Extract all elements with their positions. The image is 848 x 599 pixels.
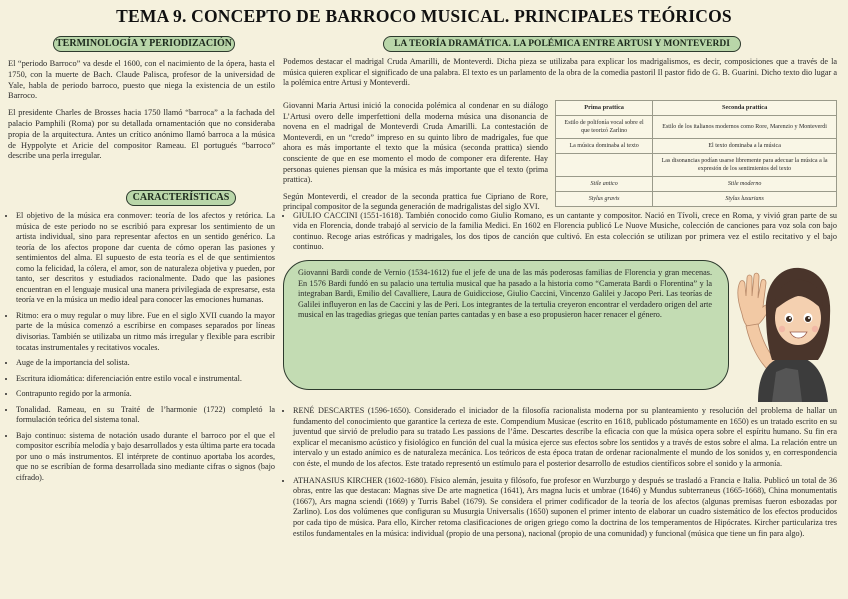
heading-terminologia: TERMINOLOGÍA Y PERIODIZACIÓN: [53, 36, 235, 52]
camerata-callout: Giovanni Bardi conde de Vernio (1534-1612) fue el jefe de una de las más poderosas familias de Florencia y gran mecenas. En 1576 Bardi fundó en su palacio una tertulia musical que ha pasado a la historia como “Camerata Bardi o Florentina” y la integraban Bardi, Emilio del Cavalliere, Laura de Guidicciose, Giulio Caccini, Vincenzo Galilei y Jacopo Peri. Las teorías de Galilei influyeron en las de Caccini y las de Peri. Los integrantes de la tertulia creyeron encontrar el verdadero origen del arte musical en las tragedias griegas que tenían partes cantadas y en base a eso propusieron hacer renacer el género.: [283, 260, 729, 390]
table-cell: La música dominaba al texto: [556, 139, 653, 154]
caracteristica-bajo-continuo: • Bajo continuo: sistema de notación usado durante el barroco por el que el compositor escribía melodía y bajo desarrollados y esta última parte era tocada por uno o más instrumentos. El intérprete de continuo aportaba los acordes, que no se escribían de forma desarrollada sino mediante cifras o signos (bajo cifrado).: [16, 431, 275, 484]
table-header-row: [556, 101, 837, 116]
heading-teoria: LA TEORÍA DRAMÁTICA. LA POLÉMICA ENTRE ARTUSI Y MONTEVERDI: [383, 36, 741, 52]
caracteristica-solista: • Auge de la importancia del solista.: [16, 358, 275, 369]
caracteristica-ritmo: • Ritmo: era o muy regular o muy libre. Fue en el siglo XVII cuando la mayor parte de la música comenzó a escribirse en compases separados por líneas divisorias. También se utilizaba un ritmo más irregular y flexible para escribir tocatas instrumentales y recitativos vocales.: [16, 311, 275, 353]
terminologia-paragraph-1: El “periodo Barroco” va desde el 1600, con el nacimiento de la ópera, hasta el 1750, con la muerte de Bach. Claude Palisca, profesor de la universidad de Yale, habla de periodo barroco, puesto que niega la existencia de un estilo Barroco.: [8, 59, 275, 101]
page-title: TEMA 9. CONCEPTO DE BARROCO MUSICAL. PRINCIPALES TEÓRICOS: [116, 6, 732, 26]
terminologia-text: [8, 59, 275, 168]
table-cell: Stile antico: [556, 177, 653, 192]
teoricos-list: [283, 406, 837, 545]
table-row: [556, 177, 837, 192]
table-cell: Stylus luxurians: [653, 192, 837, 207]
caracteristica-conmover: • El objetivo de la música era conmover: teoría de los afectos y retórica. La música de este periodo no se escribió para expresar los sentimiento de un artista individual, sino para representar afectos en un sentido genérico. La teoría de los afectos propone dar cuenta de cómo operan las pasiones y sentimientos del alma. El supuesto de esta teoría es el de que sentimientos como la felicidad, la cólera, el amor, son de naturaleza objetiva y pueden, por tanto, ser descritos y estudiados racionalmente. Dado que las pasiones encuentran en el lenguaje musical una manera privilegiada de expresarse, esta teoría ve en la música un medio ideal para conocer las emociones humanas.: [16, 211, 275, 306]
kircher-item: • ATHANASIUS KIRCHER (1602-1680). Físico alemán, jesuita y filósofo, fue profesor en Wurzburgo y después se trasladó a Francia e Italia. Publicó un total de 36 obras, entre las que destacan: Magnas sive De arte magnetica (1641), Ars magna lucis et umbrae (1646) y Mundus subterraneus (1665-1668), China monumentatis (1667), Ars magna sciendi (1669) y Turris Babel (1679). Se considera el primer codificador de la teoría de los afectos (algunas premisas fueron esbozadas por Zarlino). Los dos volúmenes que configuran su Musurgia Universalis (1650) suponen el primer intento de elaborar un cuadro sistemático de los efectos producidos por cada tipo de música. Para ello, Kircher retoma clasificaciones de origen griego como la doctrina de los temperamentos de Hipócrates. Kircher particulariza tres estilos fundamentales en la música: individual (propio de una persona), nacional (propio de una comunidad) y funcional (música que tiene un fin para algo).: [293, 476, 837, 540]
table-row: [556, 154, 837, 177]
table-row: [556, 116, 837, 139]
table-row: [556, 139, 837, 154]
table-cell: El texto dominaba a la música: [653, 139, 837, 154]
heading-caracteristicas: CARACTERÍSTICAS: [126, 190, 236, 206]
caracteristica-contrapunto: • Contrapunto regido por la armonía.: [16, 389, 275, 400]
table-header: Prima prattica: [556, 101, 653, 116]
caracteristica-escritura: • Escritura idiomática: diferenciación entre estilo vocal e instrumental.: [16, 374, 275, 385]
artusi-text: [283, 101, 548, 219]
descartes-item: • RENÉ DESCARTES (1596-1650). Considerado el iniciador de la filosofía racionalista moderna por su planteamiento y resolución del problema de hallar un fundamento del conocimiento que garantice la certeza de este. Compendium Musicae (escrito en 1618, publicado póstumamente en 1650) es un tratado escrito en su juventud que sirvió de preludio para su tratado Les passions de l’âme. Descartes describe la eficacia con que la música opera sobre el espíritu humano. Su fin era explicar el mecanismo acústico y fisiológico en función del cual la música ejerce sus efectos sobre los sentidos y a través de estos sobre el alma. La relación entre un intervalo y un estado anímico es de naturaleza mecánica. Los teóricos de esta época tratan de ordenar racionalmente el mundo de los sonidos y, en correspondencia con éste, el mundo de los afectos. Este tratado representó un estímulo para el posterior desarrollo de estudios científicos sobre el sonido y la armonía.: [293, 406, 837, 470]
table-cell: Estilo de polifonía vocal sobre el que teorizó Zarlino: [556, 116, 653, 139]
terminologia-paragraph-2: El presidente Charles de Brosses hacia 1750 llamó “barroca” a la fachada del palacio Pamphili (Roma) por su detallada ornamentación que no consideraba propia de la arquitectura. Antes un crítico anónimo llamó barroca a la música de Hyppolyte et Aricie del compositor Rameau. El portugués “barroco” describe una perla irregular.: [8, 108, 275, 161]
waving-girl-avatar-icon: [728, 252, 840, 402]
caracteristicas-list: [6, 211, 275, 489]
table-cell: [556, 154, 653, 177]
comparison-table: [555, 100, 837, 207]
monteverdi-paragraph: Según Monteverdi, el creador de la seconda prattica fue Cipriano de Rore, principal compositor de la segunda generación de madrigalistas del siglo XVI.: [283, 191, 548, 212]
caracteristica-tonalidad: • Tonalidad. Rameau, en su Traité de l’harmonie (1722) completó la formulación teórica del sistema tonal.: [16, 405, 275, 426]
table-cell: Estilo de los italianos modernos como Rore, Marenzio y Monteverdi: [653, 116, 837, 139]
table-row: [556, 192, 837, 207]
table-cell: Stile moderno: [653, 177, 837, 192]
table-header: Seconda prattica: [653, 101, 837, 116]
caccini-item: • GIULIO CACCINI (1551-1618). También conocido como Giulio Romano, es un cantante y compositor. Nació en Tívoli, crece en Roma, y vivió gran parte de su vida en Florencia, donde trabajó al servicio de la familia Medici. En 1602 en Florencia publicó Le Nuove Musiche, colección de canciones para voz sola con bajo continuo. Recoge arias estróficas y madrigales, los dos tipos de canción que cultivó. En esta colección se utilizan por primera vez el estilo recitativo y el bajo continuo.: [293, 211, 837, 253]
teoria-intro: Podemos destacar el madrigal Cruda Amarilli, de Monteverdi. Dicha pieza se utilizaba para explicar los madrigalismos, es decir, composiciones que a través de la música quieren explicar el significado de una palabra. El texto es un parlamento de la obra de la comedia pastoril Il pastor fido de G. B. Guarini. Dicho texto dio lugar a la polémica entre Artusi y Monteverdi.: [283, 57, 837, 88]
artusi-paragraph: Giovanni Maria Artusi inició la conocida polémica al condenar en su diálogo L’Artusi overo delle imperfettioni della moderna música una disonancia de novena en el madrigal de Monteverdi Cruda Amarilli. La contestación de Monteverdi, en un “credo” impreso en su quinto libro de madrigales, fue que ahora es más importante el texto que la música (seconda prattica) siendo consciente de que en ese momento el modo de componer era diferente. Hay personas quienes piensan que la música es más importante que el texto (prima prattica).: [283, 101, 548, 185]
table-cell: Las disonancias podían usarse libremente para adecuar la música a la expresión de los sentimientos del texto: [653, 154, 837, 177]
table-cell: Stylus gravis: [556, 192, 653, 207]
